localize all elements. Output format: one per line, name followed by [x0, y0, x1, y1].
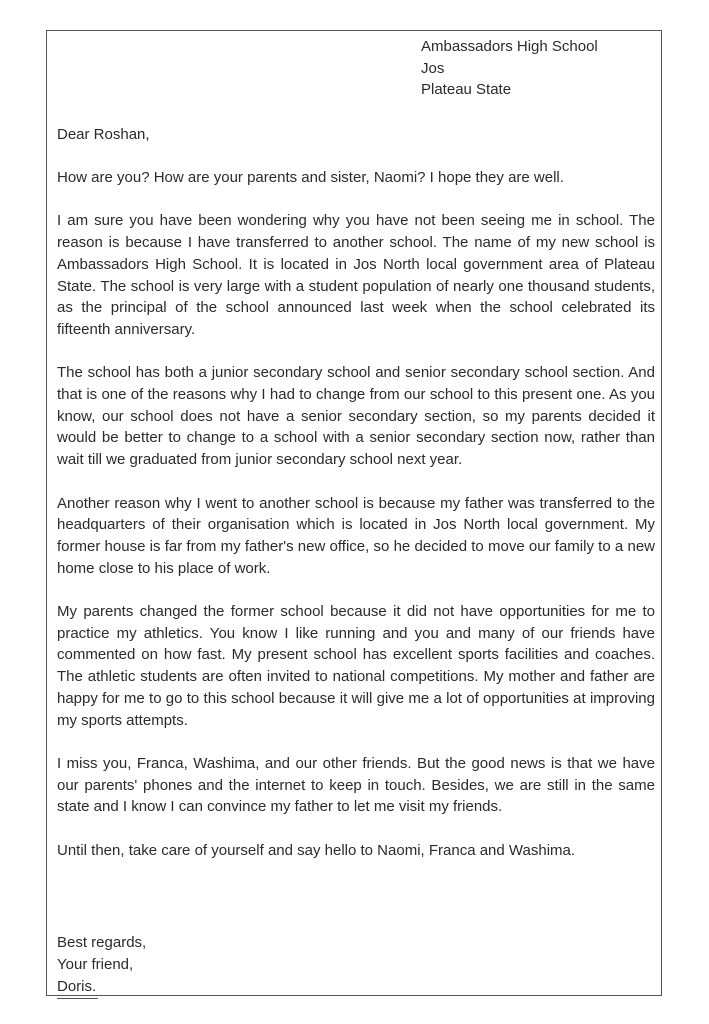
closing-friend: Your friend, [57, 956, 134, 973]
letter-closing [57, 932, 146, 999]
signature: Doris. [57, 976, 98, 999]
sender-address [421, 36, 651, 101]
letter-body [57, 167, 655, 883]
paragraph-athletics: My parents changed the former school because it did not have opportunities for me to practice my athletics. You know I like running and you and many of our friends have commented on how fast. My present school has excellent sports facilities and coaches. The athletic students are often invited to national competitions. My mother and father are happy for me to go to this school because it will give me a lot of opportunities at improving my sports attempts. [57, 603, 655, 729]
paragraph-until-then: Until then, take care of yourself and say hello to Naomi, Franca and Washima. [57, 841, 576, 859]
paragraph-miss-friends: I miss you, Franca, Washima, and our other friends. But the good news is that we have our parents' phones and the internet to keep in touch. Besides, we are still in the same state and I know I can convince my father to let me visit my friends. [57, 754, 655, 816]
address-state: Plateau State [421, 81, 512, 99]
paragraph-new-school: I am sure you have been wondering why you have not been seeing me in school. The reason is because I have transferred to another school. The name of my new school is Ambassadors High School. It is located in Jos North local government area of Plateau State. The school is very large with a student population of nearly one thousand students, as the principal of the school announced last week when the school celebrated its fifteenth anniversary. [57, 212, 655, 338]
paragraph-father-transfer: Another reason why I went to another school is because my father was transferred to the headquarters of their organisation which is located in Jos North local government. My former house is far from my father's new office, so he decided to move our family to a new home close to his place of work. [57, 494, 655, 577]
address-city: Jos [421, 59, 445, 77]
paragraph-senior-section: The school has both a junior secondary school and senior secondary school section. And that is one of the reasons why I had to change from our school to this present one. As you know, our school does not have a senior secondary section, so my parents decided it would be better to change to a school with a senior secondary section now, rather than wait till we graduated from junior secondary school next year. [57, 364, 655, 469]
letter-page [46, 30, 662, 996]
address-school: Ambassadors High School [421, 38, 598, 55]
salutation: Dear Roshan, [57, 126, 150, 143]
closing-regards: Best regards, [57, 934, 147, 951]
paragraph-greeting: How are you? How are your parents and sister, Naomi? I hope they are well. [57, 169, 564, 186]
